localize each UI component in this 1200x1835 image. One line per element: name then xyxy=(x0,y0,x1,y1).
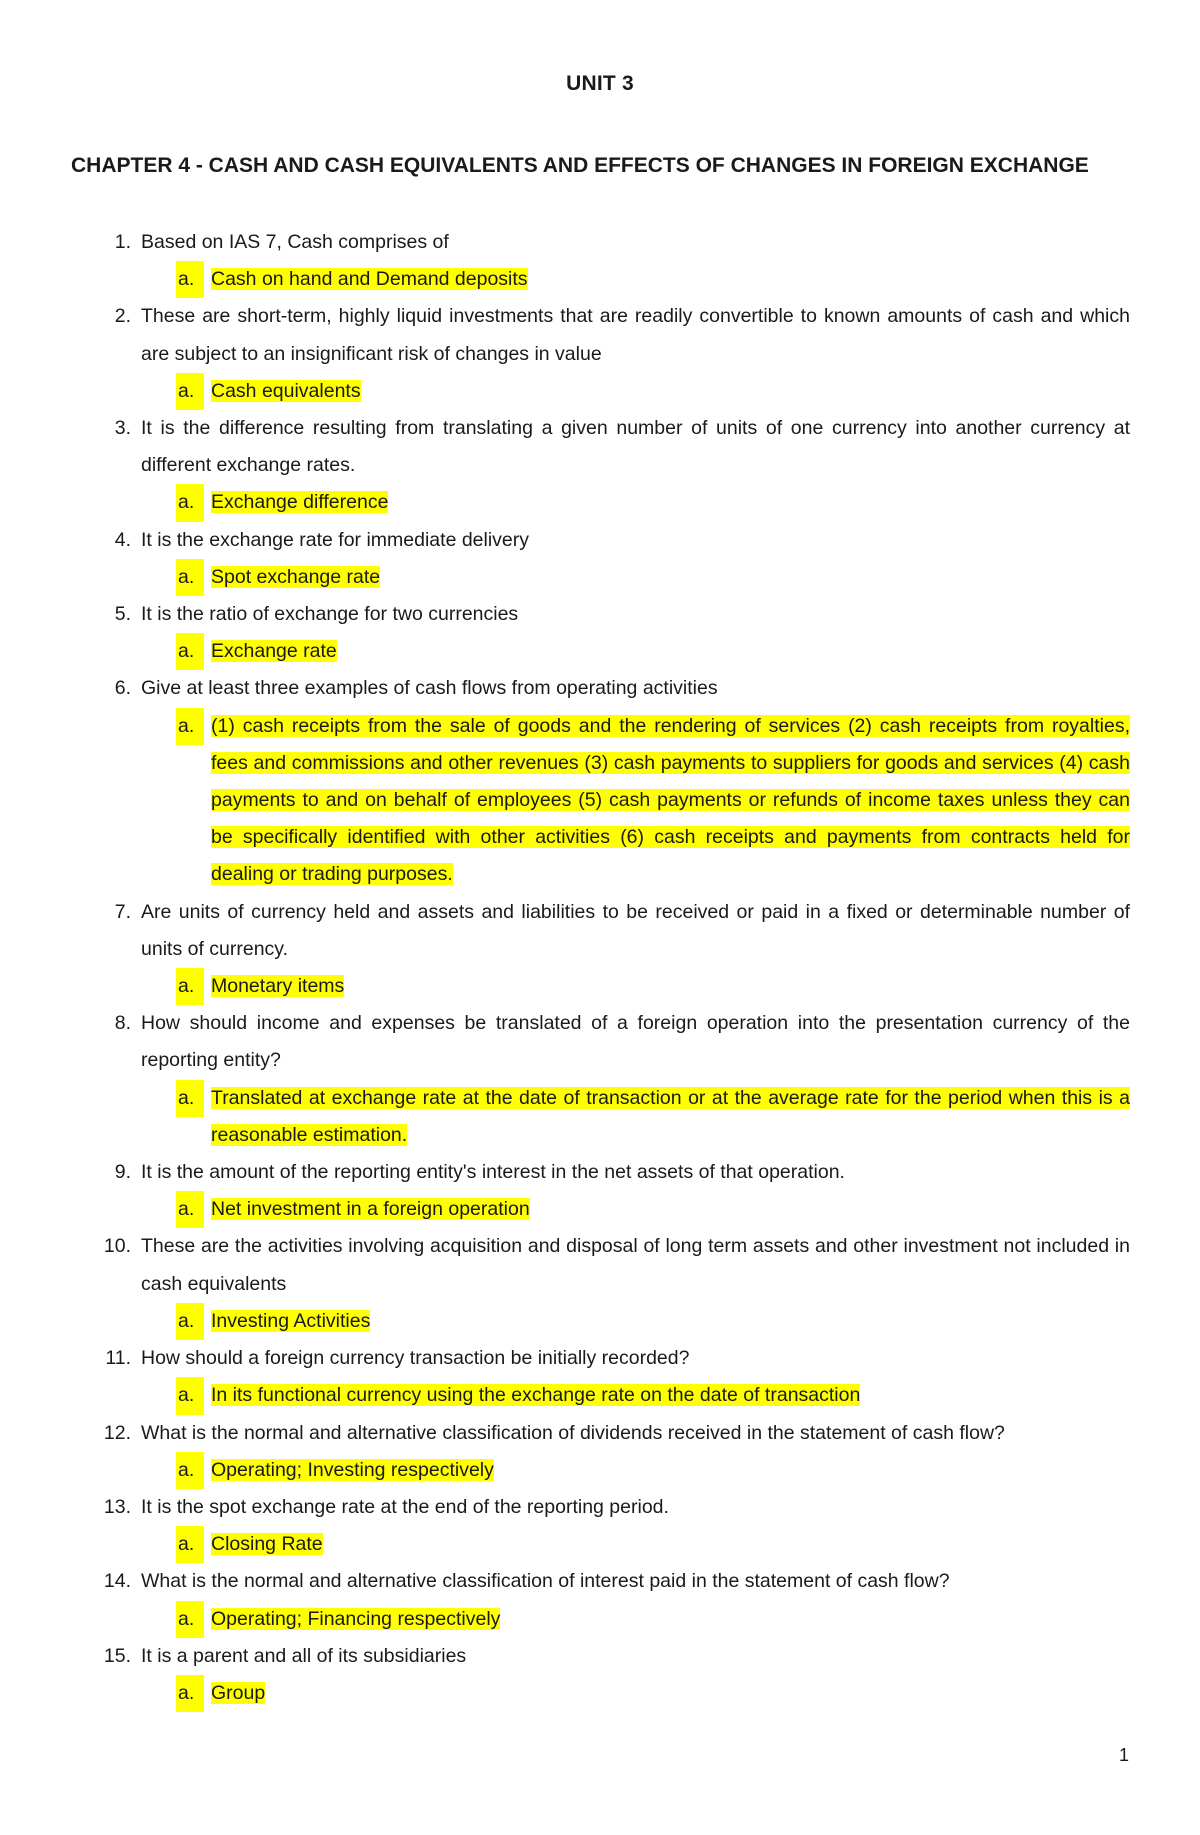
question-item xyxy=(71,1228,1130,1340)
question-item xyxy=(71,1154,1130,1228)
question-number: 1. xyxy=(114,231,131,253)
answer-text: Cash equivalents xyxy=(211,379,361,402)
question-item xyxy=(71,670,1130,893)
question-item xyxy=(71,894,1130,1006)
chapter-title: CHAPTER 4 - CASH AND CASH EQUIVALENTS AND EFFECTS OF CHANGES IN FOREIGN EXCHANGE xyxy=(71,154,1089,177)
question-text: What is the normal and alternative classification of interest paid in the statement of cash flow? xyxy=(141,1570,950,1593)
question-number: 5. xyxy=(114,603,131,626)
question-text: It is the amount of the reporting entity's interest in the net assets of that operation. xyxy=(141,1161,845,1184)
answer-item xyxy=(141,373,1130,410)
question-number: 9. xyxy=(114,1161,131,1184)
answer-item xyxy=(141,1191,1130,1228)
question-number: 14. xyxy=(103,1570,131,1593)
question-number: 8. xyxy=(114,1012,131,1035)
answer-text: Translated at exchange rate at the date of transaction or at the average rate for the period when this is a reasonable estimation. xyxy=(211,1086,1130,1146)
answer-label: a. xyxy=(176,1526,204,1563)
answer-text: In its functional currency using the exchange rate on the date of transaction xyxy=(211,1384,861,1407)
question-text: It is a parent and all of its subsidiaries xyxy=(141,1644,467,1667)
answer-label: a. xyxy=(176,1377,204,1414)
question-number: 11. xyxy=(105,1347,131,1370)
question-item xyxy=(71,1005,1130,1154)
question-item xyxy=(71,1638,1130,1712)
question-number: 7. xyxy=(114,900,131,923)
unit-title: UNIT 3 xyxy=(566,72,634,95)
question-number: 10. xyxy=(103,1235,131,1258)
answer-text: Operating; Investing respectively xyxy=(211,1458,494,1481)
answer-text: Cash on hand and Demand deposits xyxy=(211,268,528,291)
question-text: How should income and expenses be translated of a foreign operation into the presentation currency of the reporting entity? xyxy=(141,1012,1130,1072)
answer-text: (1) cash receipts from the sale of goods and the rendering of services (2) cash receipts from royalties, fees and commissions and other revenues (3) cash payments to suppliers for goods and services (4) cash payments to and on behalf of employees (5) cash payments or refunds of income taxes unless they can be specifically identified with other activities (6) cash receipts and payments from contracts held for dealing or trading purposes. xyxy=(211,714,1130,886)
answer-item xyxy=(141,1303,1130,1340)
answer-label: a. xyxy=(176,708,204,745)
question-item xyxy=(71,410,1130,522)
answer-text: Exchange rate xyxy=(211,640,337,663)
question-text: What is the normal and alternative classification of dividends received in the statement of cash flow? xyxy=(141,1421,1005,1444)
answer-label: a. xyxy=(176,373,204,410)
answer-label: a. xyxy=(176,484,204,521)
answer-label: a. xyxy=(176,1303,204,1340)
answer-label: a. xyxy=(176,1191,204,1228)
question-item xyxy=(71,1415,1130,1489)
question-item xyxy=(71,1340,1130,1414)
question-number: 13. xyxy=(103,1495,131,1518)
answer-text: Monetary items xyxy=(211,975,345,998)
answer-label: a. xyxy=(176,968,204,1005)
question-text: These are short-term, highly liquid investments that are readily convertible to known amounts of cash and which are subject to an insignificant risk of changes in value xyxy=(141,305,1130,365)
answer-item xyxy=(141,559,1130,596)
question-text: It is the spot exchange rate at the end of the reporting period. xyxy=(141,1495,669,1518)
question-text: It is the difference resulting from translating a given number of units of one currency into another currency at different exchange rates. xyxy=(141,417,1130,477)
answer-text: Exchange difference xyxy=(211,491,389,514)
answer-label: a. xyxy=(176,1452,204,1489)
answer-item xyxy=(141,1377,1130,1414)
question-text: Are units of currency held and assets and liabilities to be received or paid in a fixed or determinable number of units of currency. xyxy=(141,900,1130,960)
answer-text: Investing Activities xyxy=(211,1309,371,1332)
answer-text: Operating; Financing respectively xyxy=(211,1607,501,1630)
question-item xyxy=(71,298,1130,410)
answer-text: Net investment in a foreign operation xyxy=(211,1198,530,1221)
question-text: How should a foreign currency transaction be initially recorded? xyxy=(141,1347,690,1370)
question-number: 6. xyxy=(114,677,131,700)
question-text: Based on IAS 7, Cash comprises of xyxy=(141,231,449,253)
answer-item xyxy=(141,1080,1130,1154)
answer-item xyxy=(141,968,1130,1005)
answer-item xyxy=(141,708,1130,894)
question-number: 4. xyxy=(114,528,131,551)
question-number: 12. xyxy=(103,1421,131,1444)
question-item xyxy=(71,1563,1130,1637)
answer-label: a. xyxy=(176,261,204,298)
answer-text: Spot exchange rate xyxy=(211,565,381,588)
answer-item xyxy=(141,1526,1130,1563)
answer-text: Group xyxy=(211,1681,266,1704)
answer-label: a. xyxy=(176,633,204,670)
question-number: 3. xyxy=(114,417,131,440)
page-number: 1 xyxy=(1118,1745,1129,1765)
question-item xyxy=(71,596,1130,670)
question-text: It is the exchange rate for immediate delivery xyxy=(141,528,530,551)
answer-label: a. xyxy=(176,1080,204,1117)
answer-item xyxy=(141,633,1130,670)
answer-label: a. xyxy=(176,1601,204,1638)
answer-text: Closing Rate xyxy=(211,1533,323,1556)
question-list xyxy=(71,224,1130,1712)
question-item xyxy=(71,224,1130,298)
answer-item xyxy=(141,484,1130,521)
answer-item xyxy=(141,1452,1130,1489)
answer-item xyxy=(141,261,1130,298)
answer-label: a. xyxy=(176,1675,204,1712)
answer-item xyxy=(141,1601,1130,1638)
question-item xyxy=(71,522,1130,596)
question-text: Give at least three examples of cash flows from operating activities xyxy=(141,677,718,700)
answer-label: a. xyxy=(176,559,204,596)
question-text: These are the activities involving acquisition and disposal of long term assets and other investment not included in cash equivalents xyxy=(141,1235,1130,1295)
answer-item xyxy=(141,1675,1130,1712)
question-number: 2. xyxy=(114,305,131,328)
question-number: 15. xyxy=(103,1644,131,1667)
question-item xyxy=(71,1489,1130,1563)
question-text: It is the ratio of exchange for two currencies xyxy=(141,603,519,626)
